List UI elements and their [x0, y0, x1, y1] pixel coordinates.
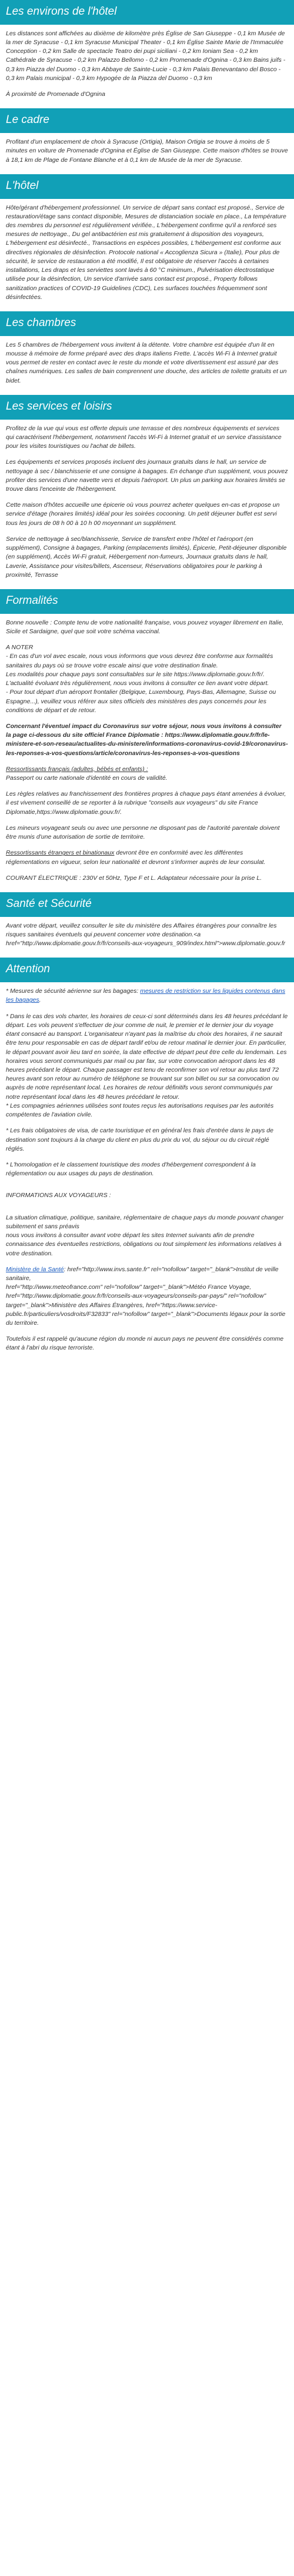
formalites-note: A NOTER - En cas d'un vol avec escale, nous vous informons que vous devrez être conforme aux formalités sanitaires du pays où se trouve votre escale ainsi que votre destination finale. Les modalités pour chaque pays sont consultables sur le site https://www.diplomatie.gouv.fr/fr/. L'actualité évoluant très régulièrement, nous vous invitons à consulter ce lien avant votre départ. - Pour tout départ d'un aéroport frontalier (Belgique, Luxembourg, Pays-Bas, Allemagne, Suisse ou Espagne...), veuillez vous référer aux sites officiels des ministères des pays concernés pour les conditions de départ et de retour.: [6, 644, 276, 714]
formalites-minors: Les mineurs voyageant seuls ou avec une personne ne disposant pas de l'autorité parentale doivent être munis d'une autorisation de sortie de territoire.: [6, 824, 280, 841]
formalites-french-nationals: [6, 765, 288, 783]
attention-visa-fees: * Les frais obligatoires de visa, de carte touristique et en général les frais d'entrée dans le pays de destination sont toujours à la charge du client en plus du prix du vol, du séjour ou du circuit réglé réglés.: [6, 1127, 273, 1152]
section-environs: [0, 0, 294, 99]
section-title-services: Les services et loisirs: [0, 395, 294, 420]
attention-travellers-info: La situation climatique, politique, sanitaire, réglementaire de chaque pays du monde pouvant changer subitement et sans préavis nous vous invitons à consulter avant votre départ les sites Internet suivants afin de prendre connaissance des éventuelles restrictions, obligations ou tout simplement les informations relatives à votre destination.: [6, 1214, 284, 1257]
section-title-environs: Les environs de l'hôtel: [0, 0, 294, 25]
formalites-french-nationals-heading: Ressortissants français (adultes, bébés et enfants) :: [6, 765, 148, 773]
services-paragraph-2: Les équipements et services proposés incluent des journaux gratuits dans le hall, un service de nettoyage à sec / blanchisserie et une consigne à bagages. En échange d'un supplément, vous pouvez profiter des services d'une navette vers et depuis l'aéroport. Un plus un parking aux horaires limités se trouve dans l'enceinte de l'hébergement.: [6, 458, 288, 493]
services-paragraph-3: Cette maison d'hôtes accueille une épicerie où vous pourrez acheter quelques en-cas et propose un service d'étage (horaires limités) idéal pour les soirées cocooning. Un petit déjeuner buffet est servi tous les jours de 08 h 00 à 10 h 00 moyennant un supplément.: [6, 501, 280, 527]
formalites-french-nationals-body: Passeport ou carte nationale d'identité en cours de validité.: [6, 775, 168, 782]
section-title-chambres: Les chambres: [0, 311, 294, 336]
section-title-hotel: L'hôtel: [0, 174, 294, 199]
attention-luggage-lead: * Mesures de sécurité aérienne sur les bagages:: [6, 988, 141, 995]
formalites-good-news: Bonne nouvelle : Compte tenu de votre nationalité française, vous pouvez voyager librement en Italie, Sicile et Sardaigne, quel que soit votre schéma vaccinal.: [6, 619, 284, 635]
attention-luggage-end: .: [39, 996, 41, 1004]
attention-official-links: [6, 1265, 288, 1328]
attention-luggage-rules: [6, 987, 288, 1005]
formalites-electric-current: COURANT ÉLECTRIQUE : 230V et 50Hz, Type F et L. Adaptateur nécessaire pour la prise L.: [6, 874, 262, 882]
section-title-attention: Attention: [0, 958, 294, 982]
section-services: [0, 395, 294, 580]
section-title-cadre: Le cadre: [0, 108, 294, 133]
sante-advice: Avant votre départ, veuillez consulter le site du ministère des Affaires étrangères pour connaître les risques sanitaires éventuels qui peuvent concerner votre destination.<a href="http://www.diplomatie.gouv.fr/fr/conseils-aux-voyageurs_909/index.html">www.diplomatie.gouv.fr: [6, 922, 286, 948]
formalites-foreign-nationals: [6, 849, 288, 866]
chambres-description: Les 5 chambres de l'hébergement vous invitent à la détente. Votre chambre est équipée d'un lit en mousse à mémoire de forme préparé avec des draps italiens Frette. L'accès Wi-Fi à Internet gratuit vous permet de rester en contact avec le reste du monde et votre divertissement est assuré par des chaînes numériques. Les salles de bain comprennent une douche, des articles de toilette gratuits et un bidet.: [6, 341, 287, 384]
services-paragraph-1: Profitez de la vue qui vous est offerte depuis une terrasse et des nombreux équipements et services qui caractérisent l'hébergement, notamment l'accès Wi-Fi à Internet gratuit et un service d'assistance pour les visites touristiques ou l'achat de billets.: [6, 424, 282, 450]
spacer: [6, 1185, 288, 1191]
section-cadre: [0, 108, 294, 164]
hotel-description: Hôte/gérant d'hébergement professionnel. Un service de départ sans contact est proposé., Service de restauration/étage sans contact disponible, Mesures de distanciation sociale en place., La température des membres du personnel est régulièrement vérifiée., L'hébergement confirme qu'il a renforcé ses mesures de nettoyage., Du gel antibactérien est mis gratuitement à disposition des voyageurs, L'hébergement est désinfecté., Transactions en espèces possibles, L'hébergement est conforme aux directives régionales de désinfection. Protocole national « Accoglienza Sicura » (Italie), Pour plus de sécurité, le service de restauration a été modifié, Il est obligatoire de réserver l'accès à certaines installations, Les draps et les serviettes sont lavés à 60 °C minimum., Pulvérisation électrostatique utilisée pour la désinfection, Un service d'arrivée sans contact est proposé., Property follows sanitization practices of COVID-19 Guidelines (CDC), Les surfaces touchées fréquemment sont désinfectées.: [6, 204, 286, 301]
section-hotel: [0, 174, 294, 302]
attention-terrorism-risk: Toutefois il est rappelé qu'aucune région du monde ni aucun pays ne peuvent être considérés comme étant à l'abri du risque terroriste.: [6, 1335, 284, 1352]
liquids-restriction-link[interactable]: mesures de restriction sur les liquides contenus dans les bagages: [6, 988, 286, 1004]
section-chambres: [0, 311, 294, 385]
formalites-foreign-nationals-body: devront être en conformité avec les différentes réglementations en vigueur, selon leur nationalité et devront s'informer auprès de leur consulat.: [6, 849, 266, 866]
section-title-sante: Santé et Sécurité: [0, 892, 294, 917]
cadre-description: Profitant d'un emplacement de choix à Syracuse (Ortigia), Maison Ortigia se trouve à moins de 5 minutes en voiture de Promenade d'Ognina et Église de San Giuseppe. Cette maison d'hôtes se trouve à 18,1 km de Plage de Fontane Blanche et à 0,1 km de Musée de la mer de Syracuse.: [6, 138, 288, 164]
environs-distances: Les distances sont affichées au dixième de kilomètre près Église de San Giuseppe - 0,1 km Musée de la mer de Syracuse - 0,1 km Syracuse Municipal Theater - 0,1 km Église Sainte Marie de l'Immaculée Conception - 0,2 km Salle de spectacle Teatro dei pupi siciliani - 0,2 km Ioniam Sea - 0,2 km Cathédrale de Syracuse - 0,2 km Palazzo Bellomo - 0,2 km Promenade d'Ognina - 0,3 km Bains juifs - 0,3 km Piazza del Duomo - 0,3 km Abbaye de Sainte-Lucie - 0,3 km Palais Benevantano del Bosco - 0,3 km Palais municipal - 0,3 km Hypogée de la Piazza del Duomo - 0,3 km: [6, 29, 286, 82]
section-title-formalites: Formalités: [0, 589, 294, 614]
spacer: [6, 1208, 288, 1214]
formalites-coronavirus: Concernant l'éventuel impact du Coronavirus sur votre séjour, nous vous invitons à consulter la page ci-dessous du site officiel France Diplomatie : https://www.diplomatie.gouv.fr/fr/le-ministere-et-son-reseau/actualites-du-ministere/informations-coronavirus-covid-19/coronavirus-les-reponses-a-vos-questions/article/coronavirus-les-reponses-a-vos-questions: [6, 722, 288, 757]
environs-nearby: À proximité de Promenade d'Ognina: [6, 91, 105, 98]
formalites-border-rules: Les règles relatives au franchissement des frontières propres à chaque pays étant amenées à évoluer, il est vivement conseillé de se reporter à la rubrique "conseils aux voyageurs" du site France Diplomatie,https://www.diplomatie.gouv.fr/.: [6, 790, 286, 816]
attention-accommodation-rating: * L'homologation et le classement touristique des modes d'hébergement correspondent à la réglementation ou aux usages du pays de destination.: [6, 1161, 256, 1178]
formalites-foreign-nationals-heading: Ressortissants étrangers et binationaux: [6, 849, 115, 857]
attention-charter-flights: * Dans le cas des vols charter, les horaires de ceux-ci sont déterminés dans les 48 heures précédant le départ. Les vols peuvent s'effectuer de jour comme de nuit, le premier et le dernier jour du voyage étant consacré au transport. L'organisateur n'ayant pas la maîtrise du choix des horaires, il ne saurait être tenu pour responsable en cas de départ tardif et/ou de retour matinal le dernier jour. En particulier, le départ pouvant avoir lieu tard en soirée, la date effective de départ peut être celle du lendemain. Les horaires vous seront communiqués par mail ou par fax, sur votre convocation aéroport dans les 48 heures précédant le départ. Chaque passager est tenu de reconfirmer son vol retour au plus tard 72 heures avant son retour au numéro de téléphone se trouvant sur son billet ou sur sa convocation ou auprès de notre représentant local. Les horaires de retour définitifs vous seront communiqués par notre représentant local dans les 48 heures précédant le retour. * Les compagnies aériennes utilisées sont toutes reçus les autorisations requises par les autorités compétentes de l'aviation civile.: [6, 1012, 288, 1119]
section-formalites: [0, 589, 294, 883]
section-attention: [0, 958, 294, 1352]
attention-travellers-info-heading: INFORMATIONS AUX VOYAGEURS :: [6, 1192, 111, 1199]
ministere-sante-link[interactable]: Ministère de la Santé: [6, 1265, 64, 1273]
attention-official-links-rest: : href="http://www.invs.sante.fr" rel="nofollow" target="_blank">Institut de veille sanitaire, href="http://www.meteofrance.com" rel="nofollow" target="_blank">Météo France Voyage, href="http://www.diplomatie.gouv.fr/fr/conseils-aux-voyageurs/conseils-par-pays/" rel="nofollow" target="_blank">Ministère des Affaires Étrangères, href="https://www.service-public.fr/particuliers/vosdroits/F32833" rel="nofollow" target="_blank">Documents légaux pour la sortie du territoire.: [6, 1265, 286, 1327]
services-amenities-list: Service de nettoyage à sec/blanchisserie, Service de transfert entre l'hôtel et l'aéroport (en supplément), Consigne à bagages, Parking (emplacements limités), Épicerie, Petit-déjeuner disponible (en supplément), Accès Wi-Fi gratuit, Hébergement non-fumeurs, Journaux gratuits dans le hall, Laverie, Assistance pour visites/billets, Ascenseur, Réservations obligatoires pour le parking à proximité, Terrasse: [6, 535, 287, 579]
section-sante: [0, 892, 294, 948]
